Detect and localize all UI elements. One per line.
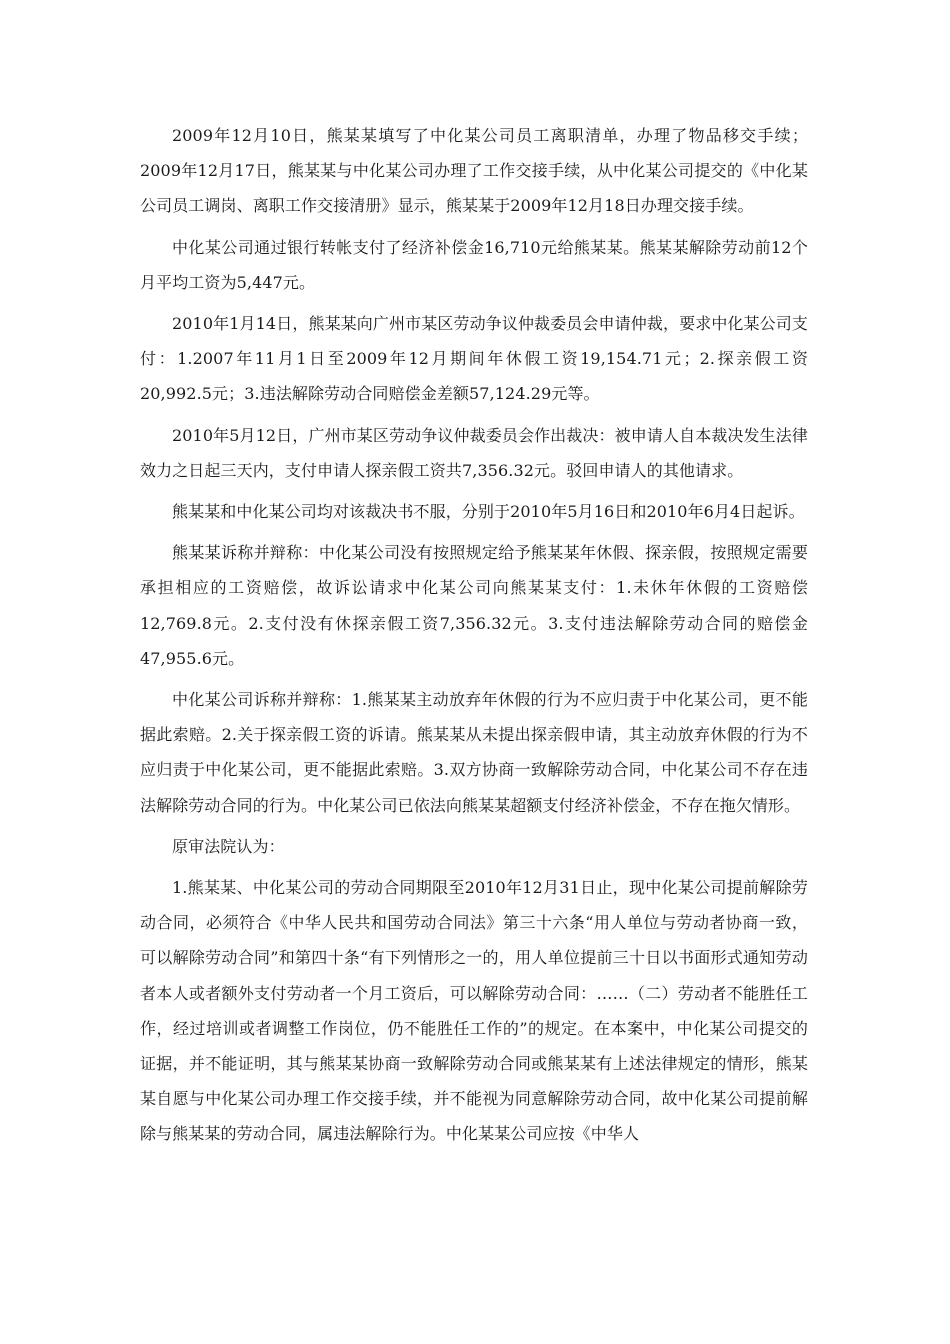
paragraph-economic-compensation: 中化某公司通过银行转帐支付了经济补偿金16,710元给熊某某。熊某某解除劳动前12个月平均工资为5,447元。 — [140, 237, 808, 292]
paragraph-arbitration-award: 2010年5月12日，广州市某区劳动争议仲裁委员会作出裁决：被申请人自本裁决发生法律效力之日起三天内，支付申请人探亲假工资共7,356.32元。驳回申请人的其他请求。 — [140, 425, 808, 480]
paragraph-court-opinion-1: 1.熊某某、中化某公司的劳动合同期限至2010年12月31日止，现中化某公司提前解除劳动合同，必须符合《中华人民共和国劳动合同法》第三十六条“用人单位与劳动者协商一致，可以解除劳动合同”和第四十条“有下列情形之一的，用人单位提前三十日以书面形式通知劳动者本人或者额外支付劳动者一个月工资后，可以解除劳动合同：……（二）劳动者不能胜任工作，经过培训或者调整工作岗位，仍不能胜任工作的”的规定。在本案中，中化某公司提交的证据，并不能证明，其与熊某某协商一致解除劳动合同或熊某某有上述法律规定的情形，熊某某自愿与中化某公司办理工作交接手续，并不能视为同意解除劳动合同，故中化某公司提前解除与熊某某的劳动合同，属违法解除行为。中化某某公司应按《中华人 — [140, 878, 808, 1144]
paragraph-plaintiff-claims: 熊某某诉称并辩称：中化某公司没有按照规定给予熊某某年休假、探亲假，按照规定需要承担相应的工资赔偿，故诉讼请求中化某公司向熊某某支付：1.未休年休假的工资赔偿12,769.8元。2.支付没有休探亲假工资7,356.32元。3.支付违法解除劳动合同的赔偿金47,955.6元。 — [140, 543, 808, 668]
paragraph-arbitration-application: 2010年1月14日，熊某某向广州市某区劳动争议仲裁委员会申请仲裁，要求中化某公司支付：1.2007年11月1日至2009年12月期间年休假工资19,154.71元；2.探亲假工资20,992.5元；3.违法解除劳动合同赔偿金差额57,124.29元等。 — [140, 314, 808, 404]
document-body — [140, 118, 808, 1158]
paragraph-resignation-handover: 2009年12月10日，熊某某填写了中化某公司员工离职清单，办理了物品移交手续；2009年12月17日，熊某某与中化某公司办理了工作交接手续，从中化某公司提交的《中化某公司员工调岗、离职工作交接清册》显示，熊某某于2009年12月18日办理交接手续。 — [140, 126, 808, 216]
paragraph-lawsuit-filed: 熊某某和中化某公司均对该裁决书不服，分别于2010年5月16日和2010年6月4日起诉。 — [172, 502, 805, 522]
paragraph-court-opinion-heading: 原审法院认为： — [172, 836, 285, 856]
paragraph-company-defense: 中化某公司诉称并辩称：1.熊某某主动放弃年休假的行为不应归责于中化某公司，更不能据此索赔。2.关于探亲假工资的诉请。熊某某从未提出探亲假申请，其主动放弃休假的行为不应归责于中化某公司，更不能据此索赔。3.双方协商一致解除劳动合同，中化某公司不存在违法解除劳动合同的行为。中化某公司已依法向熊某某超额支付经济补偿金，不存在拖欠情形。 — [140, 690, 808, 815]
